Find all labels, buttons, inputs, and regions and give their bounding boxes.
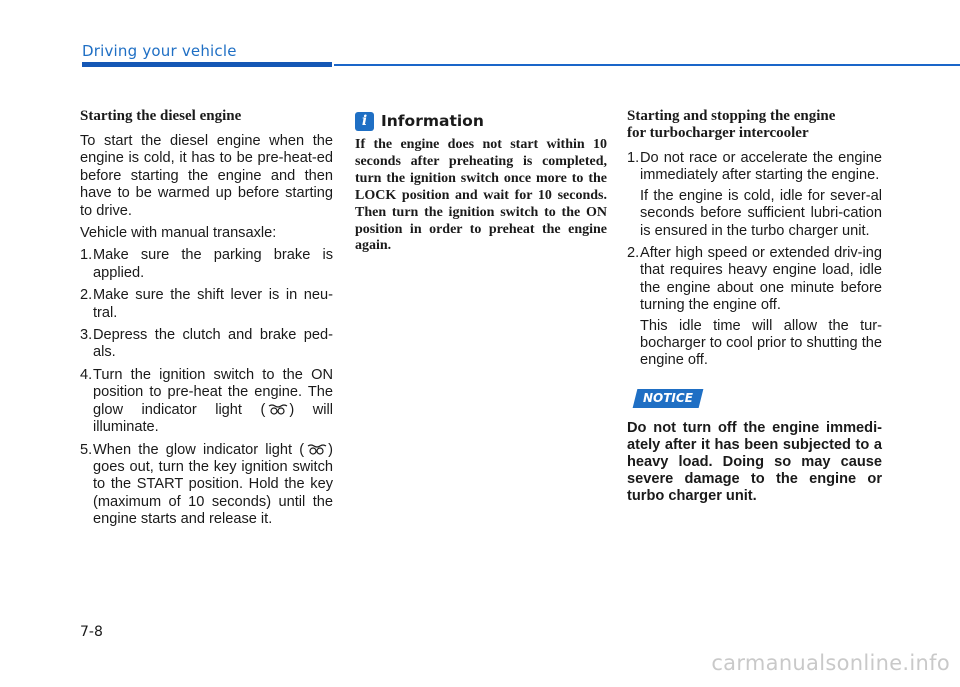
page-number: 7-8 [80, 624, 103, 640]
notice-text: Do not turn off the engine immedi-ately after it has been subjected to a heavy load. Doing so may cause severe damage to the engine or turbo charger unit. [627, 419, 882, 504]
list-item: 5. When the glow indicator light ( ) goes out, turn the key ignition switch to the START position. Hold the key (maximum of 10 seconds) until the engine starts and release it. [80, 441, 333, 528]
glow-indicator-icon [305, 443, 327, 455]
list-item: 1. Do not race or accelerate the engine immediately after starting the engine. If the engine is cold, idle for sever-al seconds before sufficient lubri-cation is ensured in the turbo charger unit. [627, 150, 882, 239]
section-title: Driving your vehicle [82, 42, 237, 60]
diesel-heading: Starting the diesel engine [80, 108, 242, 124]
diesel-steps [80, 247, 333, 528]
turbo-heading: Starting and stopping the engine for turbocharger intercooler [627, 108, 836, 141]
header-rule [334, 64, 960, 66]
left-column [80, 108, 333, 534]
list-item: 4. Turn the ignition switch to the ON position to pre-heat the engine. The glow indicator light ( ) will illuminate. [80, 366, 333, 436]
list-item: 2. Make sure the shift lever is in neu-tral. [80, 287, 333, 321]
info-column [355, 112, 607, 255]
info-text: If the engine does not start within 10 seconds after preheating is completed, turn the ignition switch once more to the LOCK position and wait for 10 seconds. Then turn the ignition switch to the ON position in order to preheat the engine again. [355, 137, 607, 254]
right-column [627, 108, 882, 505]
glow-indicator-icon [266, 403, 288, 415]
diesel-intro: To start the diesel engine when the engine is cold, it has to be pre-heat-ed before starting the engine and then have to be warmed up before starting to drive. [80, 133, 333, 219]
list-item: 2. After high speed or extended driv-ing that requires heavy engine load, idle the engine about one minute before turning the engine off. This idle time will allow the tur-bocharger to cool prior to shutting the engine off. [627, 245, 882, 369]
header-bar-dark [82, 62, 332, 67]
turbo-steps [627, 150, 882, 370]
list-item: 3. Depress the clutch and brake ped-als. [80, 327, 333, 361]
info-header [355, 112, 607, 131]
info-title: Information [381, 111, 484, 130]
information-icon: i [355, 112, 374, 131]
transaxle-label: Vehicle with manual transaxle: [80, 225, 277, 242]
watermark: carmanualsonline.info [711, 651, 950, 675]
list-item: 1. Make sure the parking brake is applied. [80, 247, 333, 281]
notice-badge: NOTICE [633, 389, 704, 408]
